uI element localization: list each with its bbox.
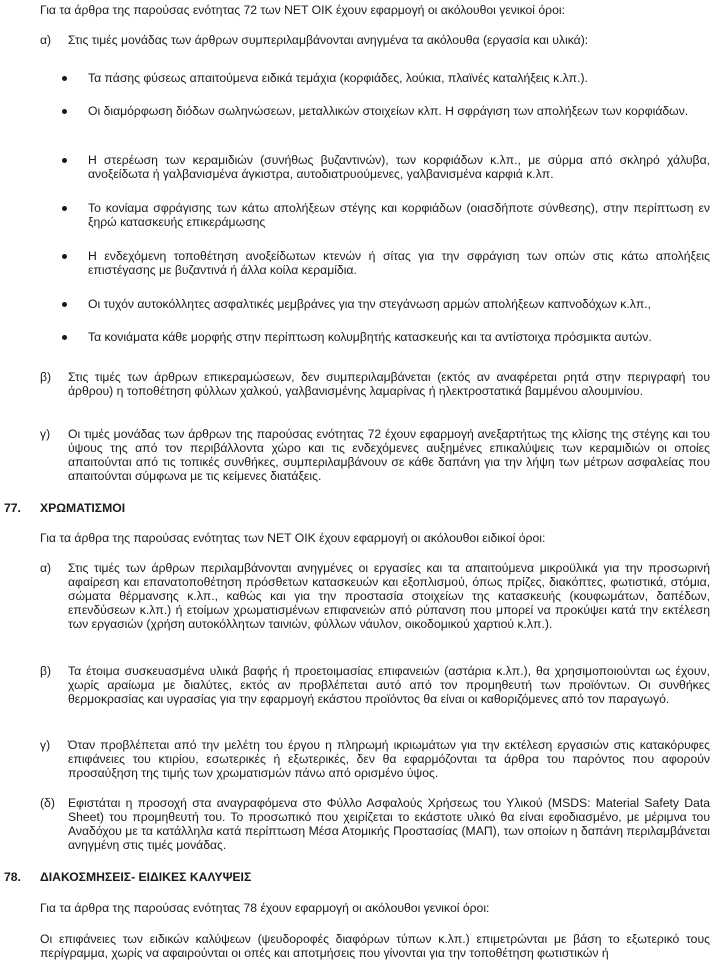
clause-text: Εφιστάται η προσοχή στα αναγραφόμενα στο Φύλλο Ασφαλούς Χρήσεως του Υλικού (MSDS: Material Safety Data Sheet) του προμηθευτή του. Το προσωπικό που χειρίζεται το εκάστοτε υλικό θα είναι εφοδιασμένο, με μέριμνα του Αναδόχου με τα κατάλληλα κατά περίπτωση Μέσα Ατομικής Προστασίας (ΜΑΠ), των οποίων η δαπάνη περιλαμβάνεται ανηγμένη στις τιμές μονάδας. [68,796,710,852]
paragraph-78-1: Οι επιφάνειες των ειδικών καλύψεων (ψευδοροφές διαφόρων τύπων κ.λπ.) επιμετρώνται με βάση το εξωτερικό τους περίγραμμα, χωρίς να αφαιρούνται οι οπές και αποτμήσεις που γίνονται για την τοποθέτηση φωτιστικών ή [40,932,710,960]
bullet-text: Οι τυχόν αυτοκόλλητες ασφαλτικές μεμβράνες για την στεγάνωση αρμών απολήξεων καπνοδόχων κ.λπ., [88,297,652,311]
clause-marker: γ) [40,738,51,752]
section-number: 77. [4,501,21,515]
clause-text: Στις τιμές μονάδας των άρθρων συμπεριλαμβάνονται ανηγμένα τα ακόλουθα (εργασία και υλικά): [68,33,589,47]
clause-marker: β) [40,664,52,678]
bullet-text: Η στερέωση των κεραμιδιών (συνήθως βυζαντινών), των κορφιάδων κ.λπ., με σύρμα από σκληρό χάλυβα, ανοξείδωτα ή γαλβανισμένα άγκιστρα, αυτοδιατρυούμενες, γαλβανισμένα καρφιά κ.λπ. [88,153,710,181]
bullet-icon [62,76,67,81]
bullet-icon [62,302,67,307]
section-title: ΧΡΩΜΑΤΙΣΜΟΙ [40,501,126,515]
clause-text: Στις τιμές των άρθρων περιλαμβάνονται ανηγμένες οι εργασίες και τα απαιτούμενα μικροϋλικά για την προσωρινή αφαίρεση και επανατοποθέτηση πρόσθετων κατασκευών και εξοπλισμού, όπως πρίζες, διακόπτες, φωτιστικά, στόμια, σώματα θέρμανσης κ.λπ., καθώς και για την προστασία στοιχείων της κατασκευής (κουφωμάτων, δαπέδων, επενδύσεων κ.λπ.) ή ετοίμων χρωματισμένων επιφανειών από ρύπανση που μπορεί να προκύψει κατά την εκτέλεση των εργασιών (χρήση αυτοκόλλητων ταινιών, φύλλων νάυλον, οικοδομικού χαρτιού κ.λπ.). [68,561,710,631]
bullet-text: Τα πάσης φύσεως απαιτούμενα ειδικά τεμάχια (κορφιάδες, λούκια, πλαϊνές καταλήξεις κ.λπ.). [88,71,588,85]
clause-marker: (δ) [40,796,55,810]
clause-marker: α) [40,561,52,575]
clause-text: Όταν προβλέπεται από την μελέτη του έργου η πληρωμή ικριωμάτων για την εκτέλεση εργασιών στις κατακόρυφες επιφάνειες του κτιρίου, εσωτερικές ή εξωτερικές, δεν θα εφαρμόζονται τα άρθρα του παρόντος που αφορούν προσαύξηση της τιμής των χρωματισμών πάνω από ορισμένο ύψος. [68,738,710,780]
intro-77: Για τα άρθρα της παρούσας ενότητας των ΝΕΤ ΟΙΚ έχουν εφαρμογή οι ακόλουθοι ειδικοί όροι: [40,531,546,545]
clause-marker: γ) [40,427,51,441]
clause-marker: α) [40,33,52,47]
clause-text: Οι τιμές μονάδας των άρθρων της παρούσας ενότητας 72 έχουν εφαρμογή ανεξαρτήτως της κλίσης της στέγης και του ύψους της από τον περιβάλλοντα χώρο και τις ενδεχόμενες αυξημένες επικαλύψεις των κεραμιδιών οι οποίες απαιτούνται από τις τοπικές συνθήκες, συμπεριλαμβάνουν σε κάθε δαπάνη για την λήψη των μέτρων ασφαλείας που απαιτούνται σύμφωνα με τις κείμενες διατάξεις. [68,427,710,483]
section-title: ΔΙΑΚΟΣΜΗΣΕΙΣ- ΕΙΔΙΚΕΣ ΚΑΛΥΨΕΙΣ [40,870,252,884]
bullet-text: Το κονίαμα σφράγισης των κάτω απολήξεων στέγης και κορφιάδων (οιασδήποτε σύνθεσης), στην περίπτωση εν ξηρώ κατασκευής επικεράμωσης [88,201,710,229]
clause-text: Τα έτοιμα συσκευασμένα υλικά βαφής ή προετοιμασίας επιφανειών (αστάρια κ.λπ.), θα χρησιμοποιούνται ως έχουν, χωρίς αραίωμα με διαλύτες, εκτός αν προβλέπεται αυτό από τον προμηθευτή των προϊόντων. Οι συνθήκες θερμοκρασίας και υγρασίας για την εφαρμογή εκάστου προϊόντος θα είναι οι καθοριζόμενες από τον παραγωγό. [68,664,710,706]
bullet-icon [62,158,67,163]
bullet-icon [62,206,67,211]
bullet-text: Η ενδεχόμενη τοποθέτηση ανοξείδωτων κτενών ή σίτας για την σφράγιση των οπών στις κάτω απολήξεις επιστέγασης με βυζαντινά ή άλλα κοίλα κεραμίδια. [88,249,710,277]
intro-78: Για τα άρθρα της παρούσας ενότητας 78 έχουν εφαρμογή οι ακόλουθοι γενικοί όροι: [40,901,490,915]
clause-marker: β) [40,370,52,384]
bullet-text: Τα κονιάματα κάθε μορφής στην περίπτωση κολυμβητής κατασκευής και τα αντίστοιχα πρόσμικτα αυτών. [88,330,652,344]
clause-text: Στις τιμές των άρθρων επικεραμώσεων, δεν συμπεριλαμβάνεται (εκτός αν αναφέρεται ρητά στην περιγραφή του άρθρου) η τοποθέτηση φύλλων χαλκού, γαλβανισμένης λαμαρίνας ή ηλεκτροστατικά βαμμένου αλουμινίου. [68,370,710,398]
intro-72: Για τα άρθρα της παρούσας ενότητας 72 των ΝΕΤ ΟΙΚ έχουν εφαρμογή οι ακόλουθοι γενικοί όροι: [40,3,565,17]
bullet-icon [62,335,67,340]
section-number: 78. [4,870,21,884]
bullet-text: Οι διαμόρφωση διόδων σωληνώσεων, μεταλλικών στοιχείων κλπ. Η σφράγιση των απολήξεων των κορφιάδων. [88,104,689,118]
bullet-icon [62,254,67,259]
bullet-icon [62,109,67,114]
